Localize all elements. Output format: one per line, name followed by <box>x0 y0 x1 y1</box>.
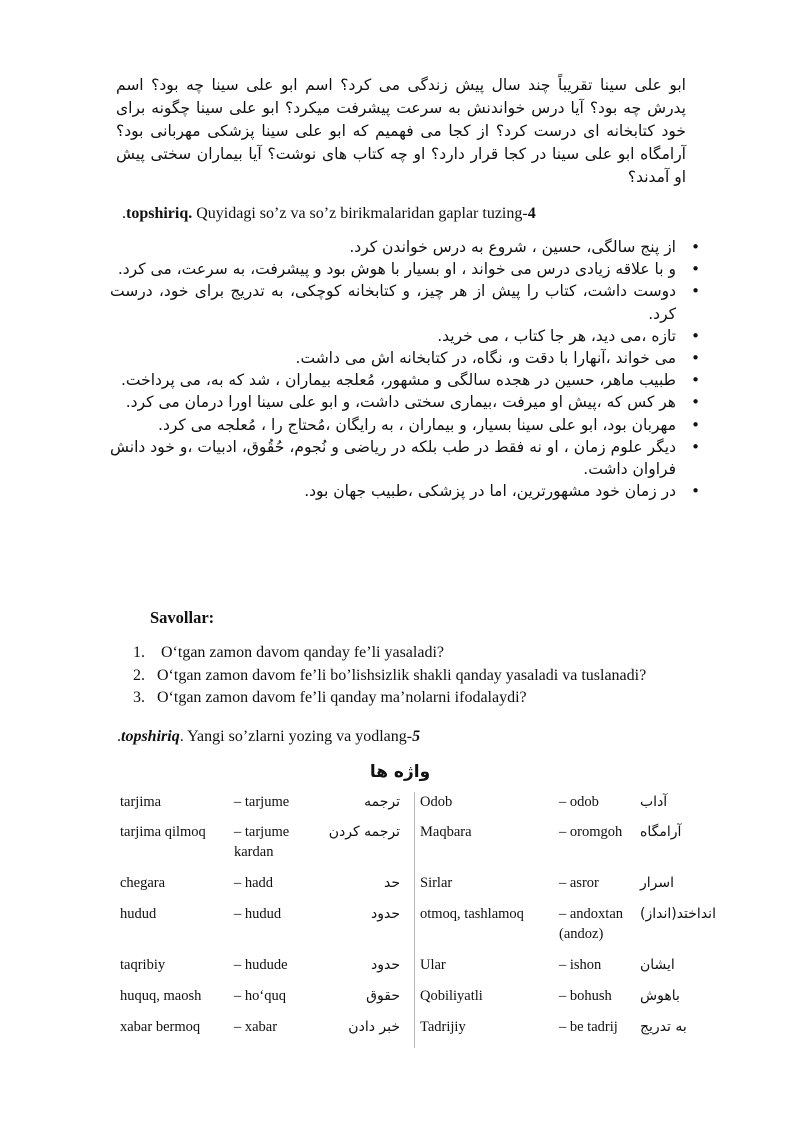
vocab-cell-tr2: – bohush <box>559 988 612 1004</box>
vocab-cell-uz: xabar bermoq <box>120 1019 201 1035</box>
vocab-cell-tr: – tarjume kardan <box>234 824 290 860</box>
vocab-title: واژه ها <box>369 762 431 782</box>
vocab-cell-tr: – ho‘quq <box>234 988 286 1004</box>
vocab-cell-tr2: – andoxtan (andoz) <box>559 906 624 942</box>
vocab-cell-tr: – xabar <box>234 1019 278 1035</box>
sentence-bullet: • و با علاقه زیادی درس می خواند ، او بسیار با هوش بود و پیشرفت، به سرعت، می کرد. <box>110 258 702 280</box>
sentence-bullet: • می خواند ،آنهارا با دقت و، نگاه، در کتابخانه اش می داشت. <box>110 347 702 369</box>
vocab-cell-uz2: Maqbara <box>420 824 472 840</box>
vocab-cell-uz: hudud <box>120 906 157 922</box>
vocab-cell-tr2: – odob <box>559 794 599 810</box>
savollar-title: Savollar: <box>150 608 215 627</box>
sentence-bullet: • تازه ،می دید، هر جا کتاب ، می خرید. <box>110 325 702 347</box>
vocab-cell-fa: ترجمه <box>364 794 400 810</box>
vocab-cell-fa2: اسرار <box>640 875 674 891</box>
sentence-bullet: • دیگر علوم زمان ، او نه فقط در طب بلکه در ریاضی و نُجوم، حُقُوق، ادبیات ،و خود دانش فراوان داشت. <box>110 436 702 480</box>
question-item <box>133 642 646 665</box>
vocab-cell-fa2: ایشان <box>640 957 675 973</box>
vocab-cell-uz: taqribiy <box>120 957 166 973</box>
task-5-heading <box>117 728 420 746</box>
vocab-cell-uz2: Sirlar <box>420 875 453 891</box>
vocab-cell-fa2: باهوش <box>640 988 680 1004</box>
vocab-cell-uz: tarjima qilmoq <box>120 824 206 840</box>
vocab-column-divider <box>414 792 415 1048</box>
task-4-dot: . <box>122 205 126 222</box>
vocab-cell-tr2: – be tadrij <box>559 1019 618 1035</box>
question-item <box>133 687 646 710</box>
intro-paragraph: ابو علی سینا تقریباً چند سال پیش زندگی می کرد؟ اسم ابو علی سینا چه بود؟ اسم پدرش چه بود؟ آیا درس خواندنش به سرعت پیشرفت میکرد؟ ابو علی سینا چگونه برای خود کتابخانه ای درست کرد؟ از کجا می فهمیم که ابو علی سینا پزشکی مهربانی بود؟ آرامگاه ابو علی سینا در کجا قرار دارد؟ او چه کتاب های نوشت؟ آیا بیماران سختی پیش او آمدند؟ <box>116 76 686 186</box>
sentence-bullet: • هر کس که ،پیش او میرفت ،بیماری سختی داشت، و ابو علی سینا اورا درمان می کرد. <box>110 391 702 413</box>
vocab-cell-uz2: otmoq, tashlamoq <box>420 906 524 922</box>
vocab-cell-fa: حدود <box>371 957 400 973</box>
vocab-cell-tr2: – ishon <box>559 957 602 973</box>
question-text: O‘tgan zamon davom qanday fe’li yasaladi? <box>157 644 444 661</box>
vocab-cell-fa: خبر دادن <box>348 1019 400 1035</box>
question-number: 1. <box>133 644 145 661</box>
question-item <box>133 665 646 688</box>
vocab-cell-fa2: به تدریج <box>640 1019 687 1035</box>
question-text: O‘tgan zamon davom fe’li bo’lishsizlik shakli qanday yasaladi va tuslanadi? <box>157 666 647 684</box>
question-number: 2. <box>133 666 145 684</box>
vocab-cell-fa2: انداختد(انداز) <box>640 906 716 922</box>
vocab-cell-fa2: آرامگاه <box>640 824 682 840</box>
task-5-label: topshiriq <box>121 728 180 745</box>
vocab-cell-fa2: آداب <box>640 794 668 810</box>
vocab-cell-fa: ترجمه کردن <box>328 824 400 840</box>
vocab-cell-tr: – hudude <box>234 957 288 973</box>
question-text: O‘tgan zamon davom fe’li qanday ma’nolarni ifodalaydi? <box>157 689 527 706</box>
task-4-number: 4 <box>527 205 536 222</box>
vocab-cell-tr: – tarjume <box>234 794 290 810</box>
vocab-cell-uz2: Odob <box>420 794 453 810</box>
vocab-cell-uz2: Qobiliyatli <box>420 988 483 1004</box>
sentence-bullet: • در زمان خود مشهورترین، اما در پزشکی ،طبیب جهان بود. <box>110 480 702 502</box>
task-5-text: . Yangi so’zlarni yozing va yodlang- <box>179 728 413 745</box>
question-number: 3. <box>133 689 145 706</box>
vocab-cell-uz: tarjima <box>120 794 162 810</box>
vocab-cell-tr: – hudud <box>234 906 282 922</box>
vocab-cell-fa: حد <box>383 875 400 891</box>
vocab-cell-uz2: Tadrijiy <box>420 1019 466 1035</box>
task-4-label: topshiriq. <box>126 205 193 222</box>
vocab-cell-tr2: – asror <box>559 875 599 891</box>
vocab-cell-fa: حقوق <box>366 988 400 1004</box>
sentence-bullet: • دوست داشت، کتاب را پیش از هر چیز، و کتابخانه کوچکی، به تدریج برای خود، درست کرد. <box>110 280 702 324</box>
question-list <box>133 642 646 710</box>
sentence-bullet-list <box>110 236 702 502</box>
vocab-cell-tr: – hadd <box>234 875 274 891</box>
sentence-bullet: • مهربان بود، ابو علی سینا بسیار، و بیماران ، به رایگان ،مُحتاج را ، مُعلجه می کرد. <box>110 414 702 436</box>
vocab-cell-fa: حدود <box>371 906 400 922</box>
task-5-number: 5 <box>412 728 421 745</box>
vocab-cell-uz: chegara <box>120 875 166 891</box>
sentence-bullet: • از پنج سالگی، حسین ، شروع به درس خواندن کرد. <box>110 236 702 258</box>
vocab-cell-tr2: – oromgoh <box>559 824 623 840</box>
sentence-bullet: • طبیب ماهر، حسین در هجده سالگی و مشهور، مُعلجه بیماران ، شد که به، می پرداخت. <box>110 369 702 391</box>
task-4-text: Quyidagi so’z va so’z birikmalaridan gaplar tuzing- <box>192 205 528 222</box>
vocab-cell-uz2: Ular <box>420 957 446 973</box>
task-5-dot: . <box>117 728 121 745</box>
vocab-cell-uz: huquq, maosh <box>120 988 202 1004</box>
task-4-heading <box>122 205 536 223</box>
